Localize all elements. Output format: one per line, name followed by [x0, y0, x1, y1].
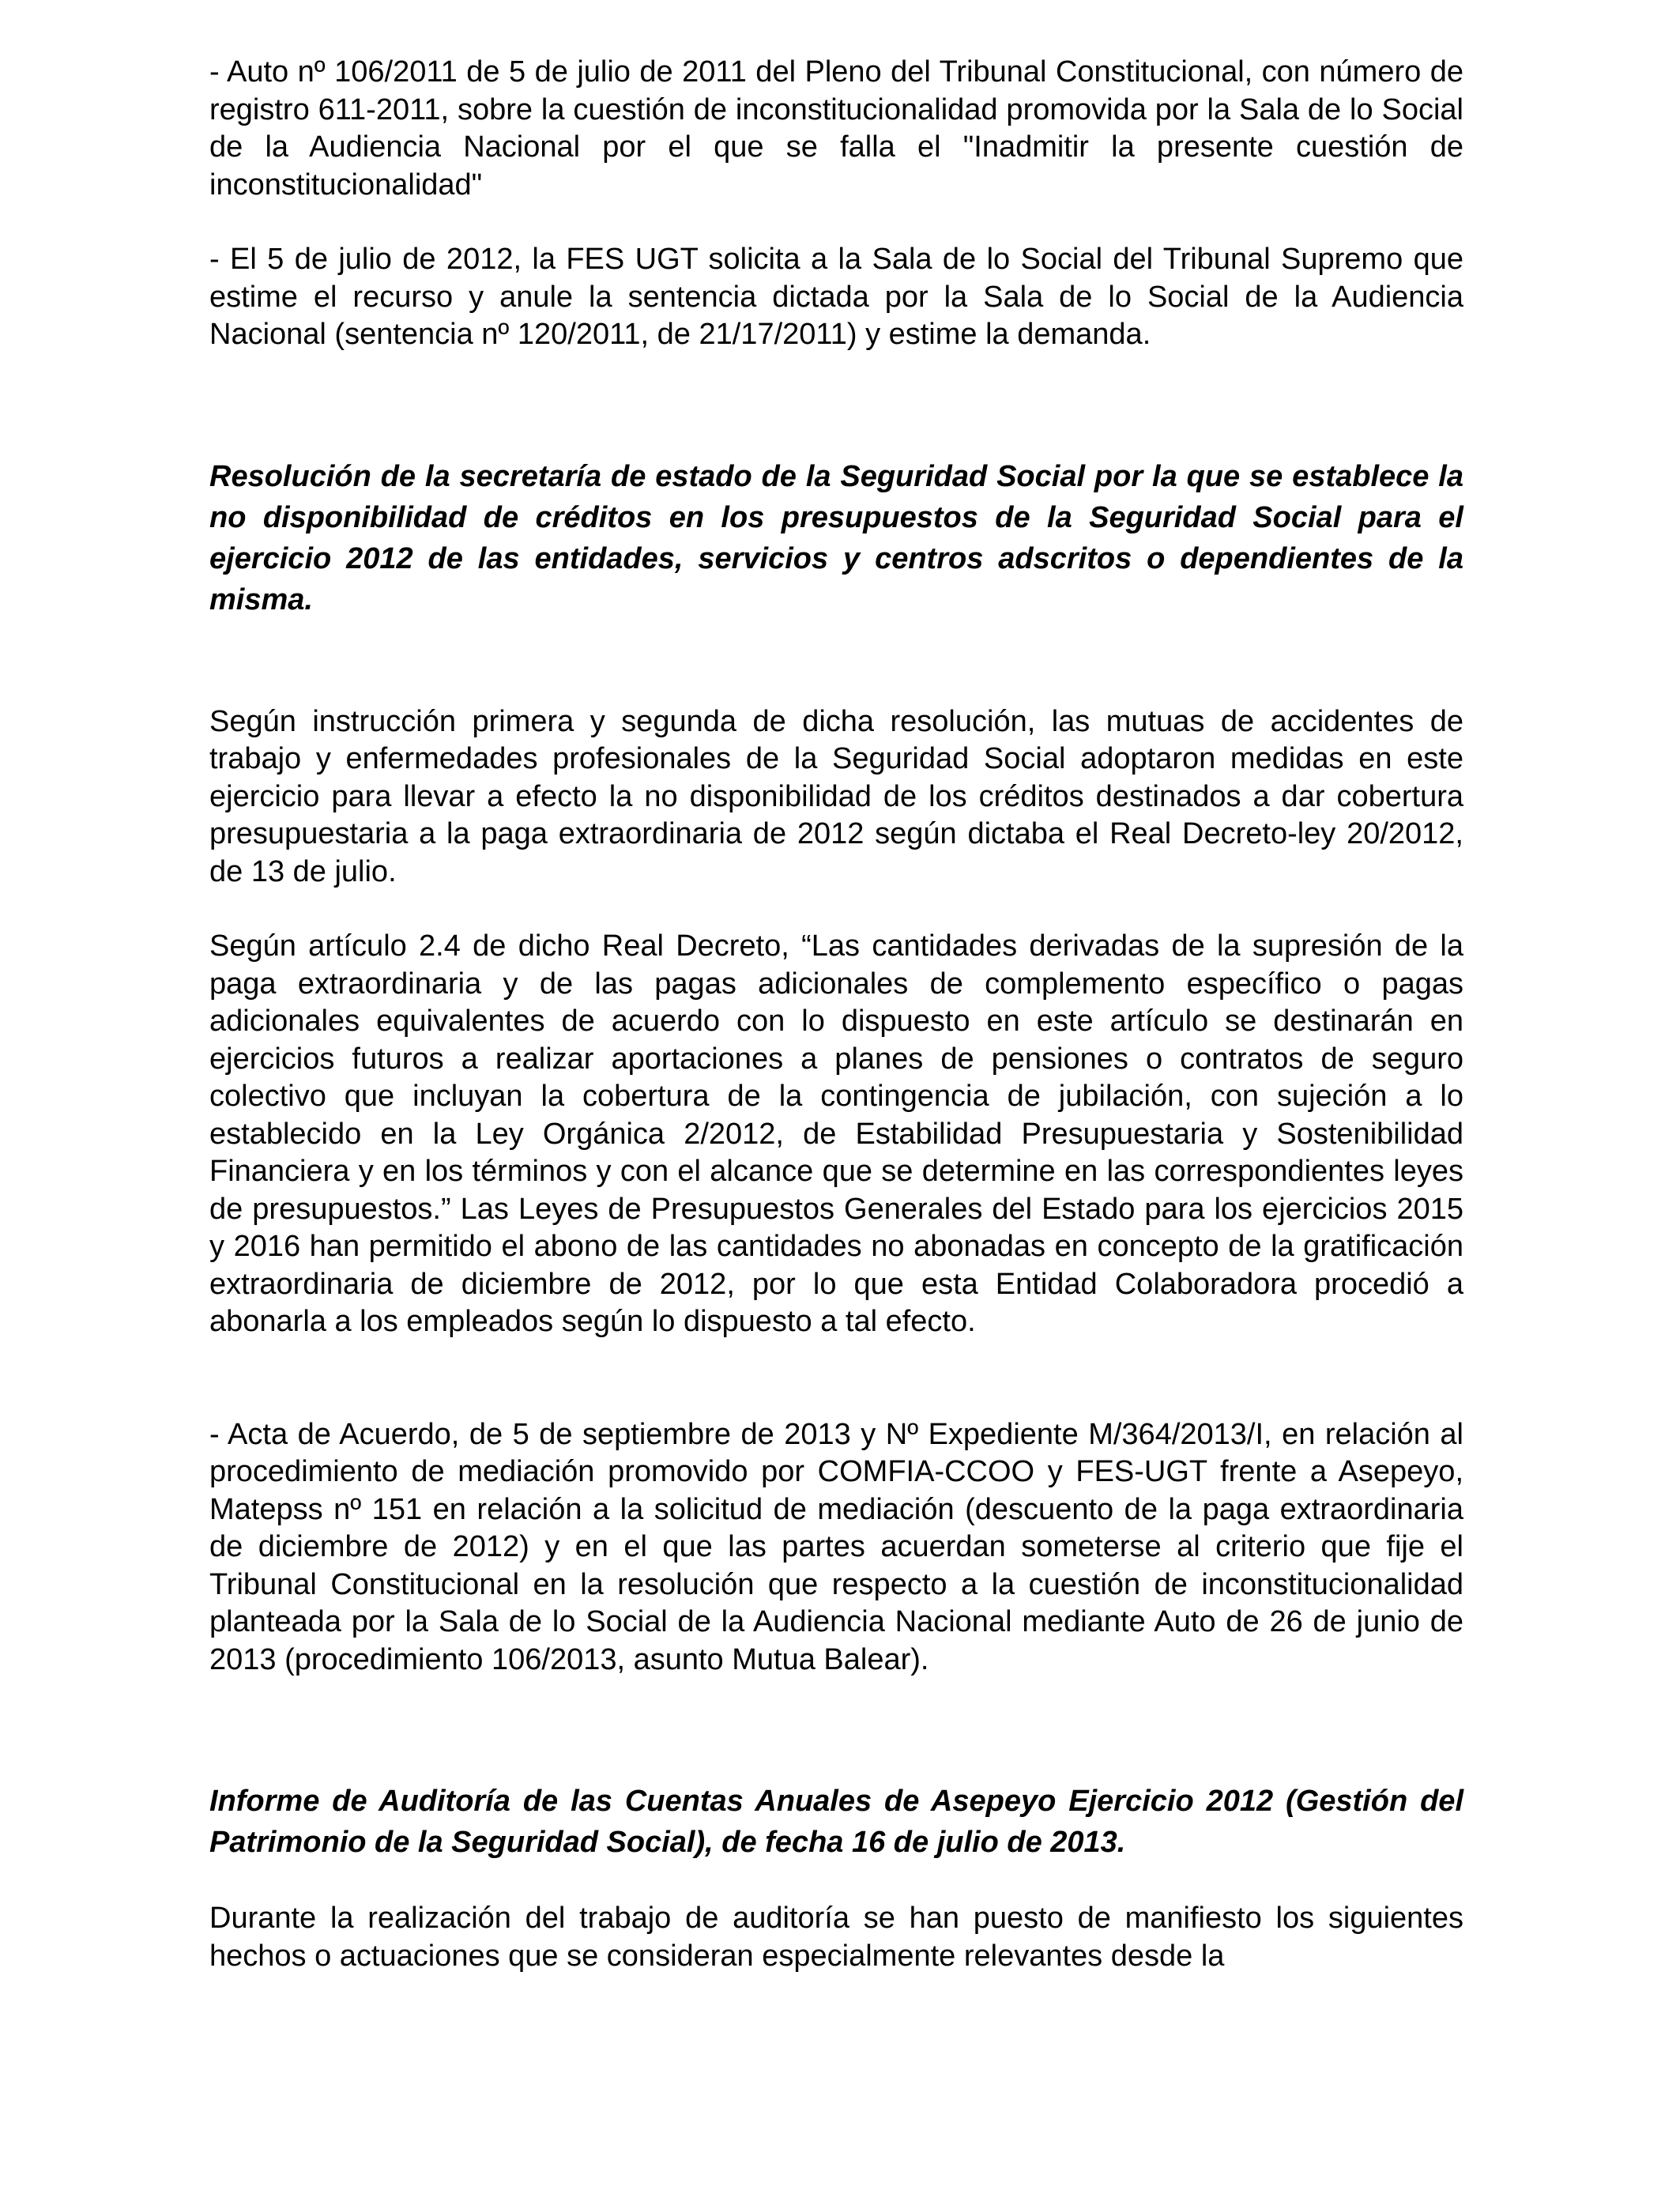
heading-resolucion-secretaria: Resolución de la secretaría de estado de la Seguridad Social por la que se establece la no disponibilidad de créditos en los presupuestos de la Seguridad Social para el ejercicio 2012 de las entidades, servicios y centros adscritos o dependientes de la misma.	[209, 459, 1463, 616]
document-page	[209, 54, 1463, 1975]
paragraph-segun-instruccion: Según instrucción primera y segunda de dicha resolución, las mutuas de accidentes de trabajo y enfermedades profesionales de la Seguridad Social adoptaron medidas en este ejercicio para llevar a efecto la no disponibilidad de los créditos destinados a dar cobertura presupuestaria a la paga extraordinaria de 2012 según dictaba el Real Decreto-ley 20/2012, de 13 de julio.	[209, 704, 1463, 888]
paragraph-durante-auditoria: Durante la realización del trabajo de auditoría se han puesto de manifiesto los siguientes hechos o actuaciones que se consideran especialmente relevantes desde la	[209, 1902, 1463, 1973]
heading-informe-auditoria: Informe de Auditoría de las Cuentas Anuales de Asepeyo Ejercicio 2012 (Gestión del Patrimonio de la Seguridad Social), de fecha 16 de julio de 2013.	[209, 1785, 1463, 1859]
paragraph-segun-articulo: Según artículo 2.4 de dicho Real Decreto, “Las cantidades derivadas de la supresión de la paga extraordinaria y de las pagas adicionales de complemento específico o pagas adicionales equivalentes de acuerdo con lo dispuesto en este artículo se destinarán en ejercicios futuros a realizar aportaciones a planes de pensiones o contratos de seguro colectivo que incluyan la cobertura de la contingencia de jubilación, con sujeción a lo establecido en la Ley Orgánica 2/2012, de Estabilidad Presupuestaria y Sostenibilidad Financiera y en los términos y con el alcance que se determine en las correspondientes leyes de presupuestos.” Las Leyes de Presupuestos Generales del Estado para los ejercicios 2015 y 2016 han permitido el abono de las cantidades no abonadas en concepto de la gratificación extraordinaria de diciembre de 2012, por lo que esta Entidad Colaboradora procedió a abonarla a los empleados según lo dispuesto a tal efecto.	[209, 929, 1463, 1338]
paragraph-auto-tribunal-constitucional: - Auto nº 106/2011 de 5 de julio de 2011 del Pleno del Tribunal Constitucional, con número de registro 611-2011, sobre la cuestión de inconstitucionalidad promovida por la Sala de lo Social de la Audiencia Nacional por el que se falla el "Inadmitir la presente cuestión de inconstitucionalidad"	[209, 55, 1463, 202]
paragraph-acta-de-acuerdo: - Acta de Acuerdo, de 5 de septiembre de 2013 y Nº Expediente M/364/2013/I, en relación al procedimiento de mediación promovido por COMFIA-CCOO y FES-UGT frente a Asepeyo, Matepss nº 151 en relación a la solicitud de mediación (descuento de la paga extraordinaria de diciembre de 2012) y en el que las partes acuerdan someterse al criterio que fije el Tribunal Constitucional en la resolución que respecto a la cuestión de inconstitucionalidad planteada por la Sala de lo Social de la Audiencia Nacional mediante Auto de 26 de junio de 2013 (procedimiento 106/2013, asunto Mutua Balear).	[209, 1417, 1463, 1676]
paragraph-fes-ugt-recurso: - El 5 de julio de 2012, la FES UGT solicita a la Sala de lo Social del Tribunal Supremo que estime el recurso y anule la sentencia dictada por la Sala de lo Social de la Audiencia Nacional (sentencia nº 120/2011, de 21/17/2011) y estime la demanda.	[209, 243, 1463, 351]
